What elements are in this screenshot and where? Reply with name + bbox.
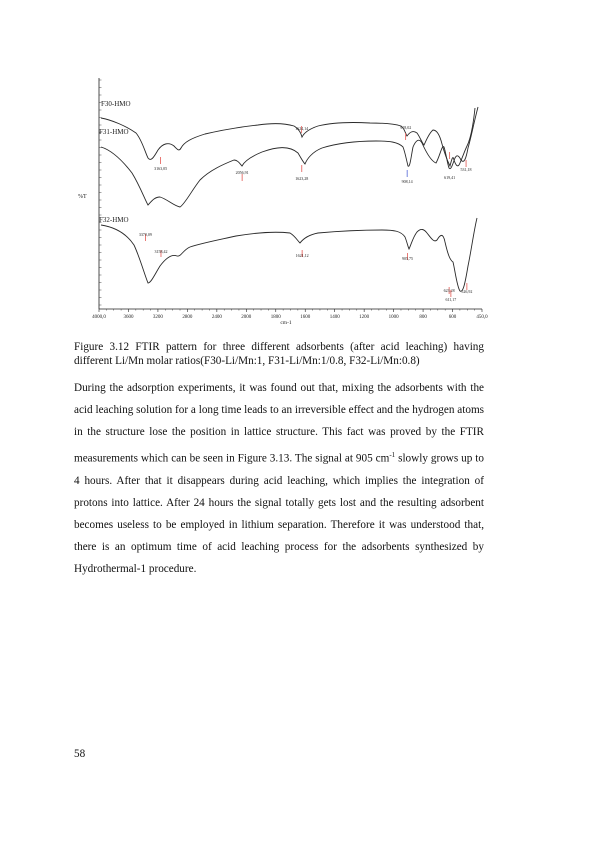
peak-label: 526,92: [461, 289, 473, 294]
unit-superscript: -1: [389, 450, 396, 459]
peak-label: 611,17: [445, 297, 457, 302]
peak-label: 3163,05: [154, 166, 168, 171]
peak-label: 2056,91: [235, 170, 249, 175]
peak-label: 1623,28: [295, 176, 309, 181]
x-tick-label: 800: [419, 315, 427, 320]
paragraph-text-part-2: slowly grows up to 4 hours. After that it disappears during acid leaching, which implies the integration of protons into lattice. After 24 hours the signal totally gets lost and the resulting adsorbent becomes useless to be employed in lithium separation. Therefore it was understood that, there is an optimum time of acid leaching process for the adsorbents synthesized by Hydrothermal-1 procedure.: [74, 452, 484, 576]
x-tick-label: 1400: [329, 315, 340, 320]
x-tick-label: 1600: [300, 315, 311, 320]
x-tick-label: 4000,0: [92, 315, 106, 320]
peak-label: 905,75: [401, 256, 413, 261]
x-tick-label: 1200: [359, 315, 370, 320]
figure-caption: Figure 3.12 FTIR pattern for three different adsorbents (after acid leaching) having different Li/Mn molar ratios(F30-Li/Mn:1, F31-Li/Mn:1/0.8, F32-Li/Mn:0.8): [74, 341, 484, 367]
x-tick-label: 1800: [270, 315, 281, 320]
series-line-f32-hmo: [101, 218, 477, 291]
peak-label: 3158,42: [154, 249, 168, 254]
peak-label: 531,18: [460, 167, 472, 172]
peak-label: 619,41: [444, 175, 456, 180]
series-label-f31-hmo: F31-HMO: [99, 128, 129, 136]
x-tick-label: 600: [448, 315, 457, 320]
x-tick-label: 2000: [241, 315, 252, 320]
x-tick-label: 3600: [123, 315, 134, 320]
peak-label: 1624,14: [295, 126, 309, 131]
series-line-f31-hmo: [101, 107, 478, 207]
peak-label: 918,02: [400, 125, 412, 130]
y-axis-label: %T: [78, 194, 87, 200]
peak-label: 908,14: [401, 179, 413, 184]
x-axis-label: cm-1: [280, 320, 292, 326]
body-paragraph: [74, 377, 484, 581]
page-number: 58: [74, 748, 86, 760]
peak-label: 623,28: [443, 288, 455, 293]
x-tick-label: 2400: [211, 315, 222, 320]
x-tick-label: 1000: [388, 315, 399, 320]
x-tick-label: 3200: [152, 315, 163, 320]
x-tick-label: 2800: [182, 315, 193, 320]
series-label-f30-hmo: F30-HMO: [101, 100, 131, 108]
paragraph-text-part-1: During the adsorption experiments, it was found out that, mixing the adsorbents with the acid leaching solution for a long time leads to an irreversible effect and the hydrogen atoms in the structure lose the position in lattice structure. This fact was proved by the FTIR measurements which can be seen in Figure 3.13. The signal at 905 cm: [74, 382, 484, 465]
series-label-f32-hmo: F32-HMO: [99, 216, 129, 224]
peak-label: 3370,09: [138, 232, 152, 237]
peak-label: 1621,12: [295, 253, 309, 258]
x-tick-label: 450,0: [476, 315, 488, 320]
ftir-figure: [0, 0, 595, 335]
series-line-f30-hmo: [101, 108, 475, 166]
